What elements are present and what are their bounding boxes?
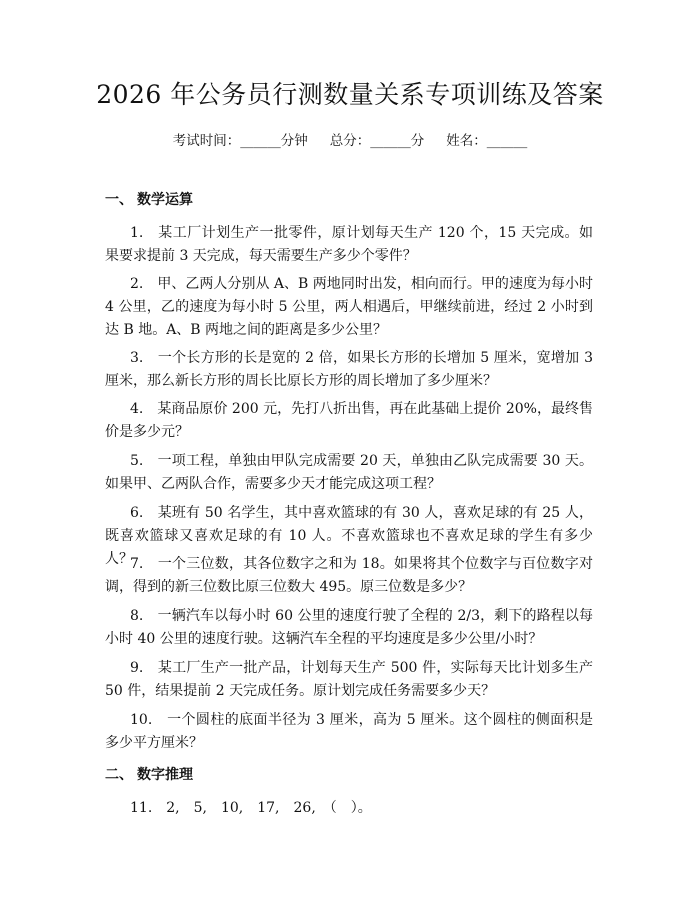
question-item: 5. 一项工程，单独由甲队完成需要 20 天，单独由乙队完成需要 30 天。如果甲、乙两队合作，需要多少天才能完成这项工程？ [105, 453, 593, 492]
question-item: 4. 某商品原价 200 元，先打八折出售，再在此基础上提价 20%，最终售价是多少元？ [105, 401, 593, 440]
section-number: 二、 [105, 767, 133, 783]
question-item: 3. 一个长方形的长是宽的 2 倍，如果长方形的长增加 5 厘米，宽增加 3 厘米，那么新长方形的周长比原长方形的周长增加了多少厘米？ [105, 350, 593, 389]
exam-info-row [0, 131, 700, 151]
section-heading-number-reasoning [105, 765, 193, 785]
section-title: 数学运算 [137, 192, 193, 208]
question-item: 10. 一个圆柱的底面半径为 3 厘米，高为 5 厘米。这个圆柱的侧面积是多少平方厘米？ [105, 712, 593, 751]
question-item: 2. 甲、乙两人分别从 A、B 两地同时出发，相向而行。甲的速度为每小时 4 公里，乙的速度为每小时 5 公里，两人相遇后，甲继续前进，经过 2 小时到达 B 地。A、B 两地之间的距离是多少公里？ [105, 276, 593, 338]
question-item: 8. 一辆汽车以每小时 60 公里的速度行驶了全程的 2/3，剩下的路程以每小时 40 公里的速度行驶。这辆汽车全程的平均速度是多少公里/小时？ [105, 608, 593, 647]
question-item: 7. 一个三位数，其各位数字之和为 18。如果将其个位数字与百位数字对调，得到的新三位数比原三位数大 495。原三位数是多少？ [105, 556, 593, 595]
student-name-field: 姓名：______ [446, 133, 528, 149]
total-score-field: 总分：______分 [329, 133, 425, 149]
question-item: 11. 2, 5, 10, 17, 26, （ ）。 [130, 800, 372, 816]
section-number: 一、 [105, 192, 133, 208]
question-item: 1. 某工厂计划生产一批零件，原计划每天生产 120 个，15 天完成。如果要求提前 3 天完成，每天需要生产多少个零件？ [105, 225, 593, 264]
question-item: 6. 某班有 50 名学生，其中喜欢篮球的有 30 人，喜欢足球的有 25 人，既喜欢篮球又喜欢足球的有 10 人。不喜欢篮球也不喜欢足球的学生有多少人？ [105, 505, 593, 567]
exam-time-field: 考试时间：______分钟 [172, 133, 308, 149]
page-title: 2026 年公务员行测数量关系专项训练及答案 [96, 80, 604, 109]
section-title: 数字推理 [137, 767, 193, 783]
question-item: 9. 某工厂生产一批产品，计划每天生产 500 件，实际每天比计划多生产 50 件，结果提前 2 天完成任务。原计划完成任务需要多少天？ [105, 660, 593, 699]
section-heading-math-operations [105, 190, 193, 210]
